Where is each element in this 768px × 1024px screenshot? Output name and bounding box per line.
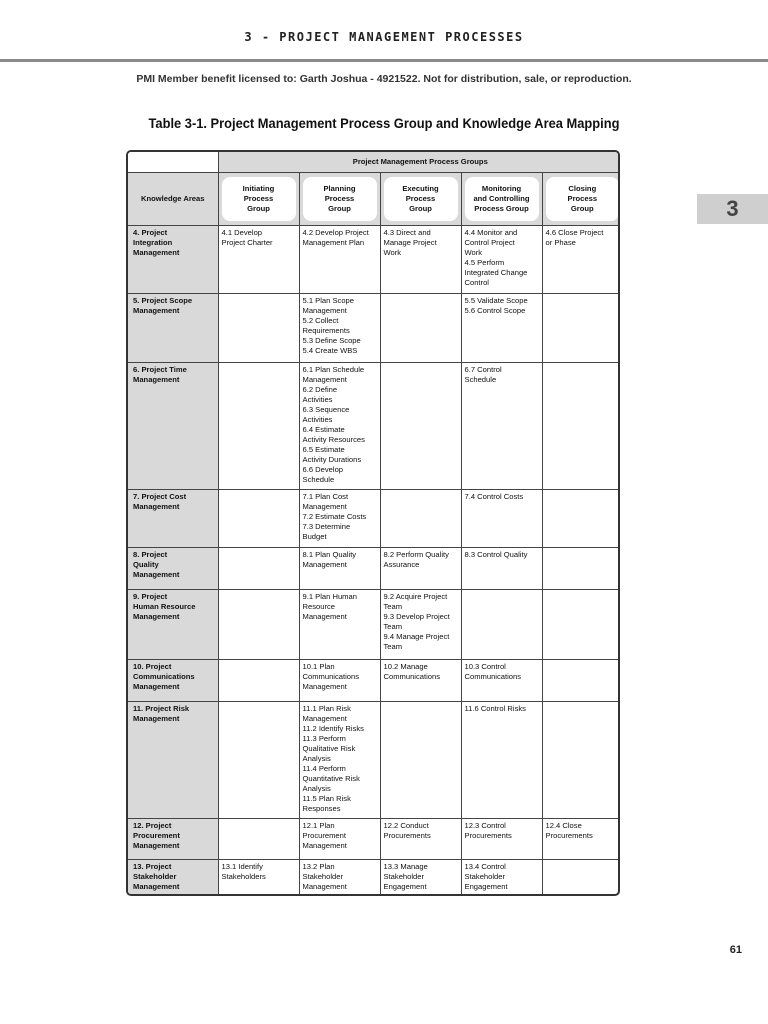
process-cell: 11.6 Control Risks	[461, 701, 542, 818]
process-cell: 12.4 Close Procurements	[542, 818, 620, 859]
process-cell: 13.3 Manage Stakeholder Engagement	[380, 859, 461, 896]
process-cell	[218, 589, 299, 659]
process-cell: 8.2 Perform Quality Assurance	[380, 547, 461, 589]
knowledge-area-label: 9. Project Human Resource Management	[128, 589, 218, 659]
knowledge-area-label: 4. Project Integration Management	[128, 225, 218, 293]
process-cell: 8.1 Plan Quality Management	[299, 547, 380, 589]
process-cell: 11.1 Plan Risk Management 11.2 Identify Risks 11.3 Perform Qualitative Risk Analysis 11.4 Perform Quantitative Risk Analysis 11.5 Plan Risk Responses	[299, 701, 380, 818]
table-row	[128, 362, 620, 489]
process-cell	[380, 701, 461, 818]
group-header-closing	[542, 172, 620, 225]
process-cell: 4.3 Direct and Manage Project Work	[380, 225, 461, 293]
knowledge-area-label: 13. Project Stakeholder Management	[128, 859, 218, 896]
table-corner	[128, 152, 218, 172]
group-header-initiating	[218, 172, 299, 225]
process-cell: 10.1 Plan Communications Management	[299, 659, 380, 701]
group-label: Monitoring and Controlling Process Group	[465, 177, 539, 221]
knowledge-areas-header: Knowledge Areas	[128, 172, 218, 225]
knowledge-area-label: 10. Project Communications Management	[128, 659, 218, 701]
table-row	[128, 489, 620, 547]
process-cell	[218, 489, 299, 547]
table-row	[128, 225, 620, 293]
process-cell	[542, 589, 620, 659]
knowledge-area-label: 12. Project Procurement Management	[128, 818, 218, 859]
process-cell	[218, 547, 299, 589]
table-row	[128, 547, 620, 589]
table-row	[128, 859, 620, 896]
process-cell	[542, 859, 620, 896]
running-head: 3 - PROJECT MANAGEMENT PROCESSES	[244, 30, 524, 44]
process-cell	[218, 362, 299, 489]
process-cell: 4.1 Develop Project Charter	[218, 225, 299, 293]
process-cell	[380, 489, 461, 547]
table-row	[128, 659, 620, 701]
page-number: 61	[729, 944, 742, 956]
knowledge-area-label: 6. Project Time Management	[128, 362, 218, 489]
header-rule	[0, 59, 768, 62]
process-cell: 6.7 Control Schedule	[461, 362, 542, 489]
group-header-row	[128, 172, 620, 225]
knowledge-area-label: 7. Project Cost Management	[128, 489, 218, 547]
table-row	[128, 818, 620, 859]
process-cell: 4.4 Monitor and Control Project Work 4.5 Perform Integrated Change Control	[461, 225, 542, 293]
process-mapping-table	[126, 150, 620, 896]
process-cell	[542, 701, 620, 818]
process-cell: 4.6 Close Project or Phase	[542, 225, 620, 293]
process-cell	[542, 659, 620, 701]
table-row	[128, 701, 620, 818]
process-cell	[218, 659, 299, 701]
process-cell: 12.3 Control Procurements	[461, 818, 542, 859]
process-cell: 6.1 Plan Schedule Management 6.2 Define Activities 6.3 Sequence Activities 6.4 Estimate Activity Resources 6.5 Estimate Activity Durations 6.6 Develop Schedule	[299, 362, 380, 489]
process-cell: 5.1 Plan Scope Management 5.2 Collect Requirements 5.3 Define Scope 5.4 Create WBS	[299, 293, 380, 362]
process-cell: 9.1 Plan Human Resource Management	[299, 589, 380, 659]
process-cell: 10.2 Manage Communications	[380, 659, 461, 701]
process-cell: 7.1 Plan Cost Management 7.2 Estimate Costs 7.3 Determine Budget	[299, 489, 380, 547]
process-cell	[542, 293, 620, 362]
process-cell	[380, 362, 461, 489]
process-cell: 4.2 Develop Project Management Plan	[299, 225, 380, 293]
group-header-executing	[380, 172, 461, 225]
table-row	[128, 589, 620, 659]
process-cell: 13.1 Identify Stakeholders	[218, 859, 299, 896]
group-label: Planning Process Group	[303, 177, 377, 221]
process-cell: 5.5 Validate Scope 5.6 Control Scope	[461, 293, 542, 362]
process-cell	[218, 818, 299, 859]
process-cell: 10.3 Control Communications	[461, 659, 542, 701]
table-row	[128, 293, 620, 362]
process-cell: 13.4 Control Stakeholder Engagement	[461, 859, 542, 896]
license-notice: PMI Member benefit licensed to: Garth Joshua - 4921522. Not for distribution, sale, or reproduction.	[136, 73, 632, 85]
process-groups-banner: Project Management Process Groups	[218, 152, 620, 172]
group-header-monitoring	[461, 172, 542, 225]
group-banner-row	[128, 152, 620, 172]
chapter-tab: 3	[697, 194, 768, 224]
process-cell	[218, 701, 299, 818]
knowledge-area-label: 5. Project Scope Management	[128, 293, 218, 362]
process-cell	[542, 362, 620, 489]
process-cell: 12.1 Plan Procurement Management	[299, 818, 380, 859]
process-cell: 13.2 Plan Stakeholder Management	[299, 859, 380, 896]
process-cell	[542, 489, 620, 547]
group-label: Closing Process Group	[546, 177, 620, 221]
process-cell: 9.2 Acquire Project Team 9.3 Develop Project Team 9.4 Manage Project Team	[380, 589, 461, 659]
process-cell	[218, 293, 299, 362]
knowledge-area-label: 11. Project Risk Management	[128, 701, 218, 818]
process-cell: 7.4 Control Costs	[461, 489, 542, 547]
process-cell	[542, 547, 620, 589]
process-cell	[380, 293, 461, 362]
group-label: Initiating Process Group	[222, 177, 296, 221]
table-title: Table 3-1. Project Management Process Group and Knowledge Area Mapping	[148, 115, 620, 131]
group-header-planning	[299, 172, 380, 225]
knowledge-area-label: 8. Project Quality Management	[128, 547, 218, 589]
process-cell: 12.2 Conduct Procurements	[380, 818, 461, 859]
process-cell: 8.3 Control Quality	[461, 547, 542, 589]
process-cell	[461, 589, 542, 659]
group-label: Executing Process Group	[384, 177, 458, 221]
